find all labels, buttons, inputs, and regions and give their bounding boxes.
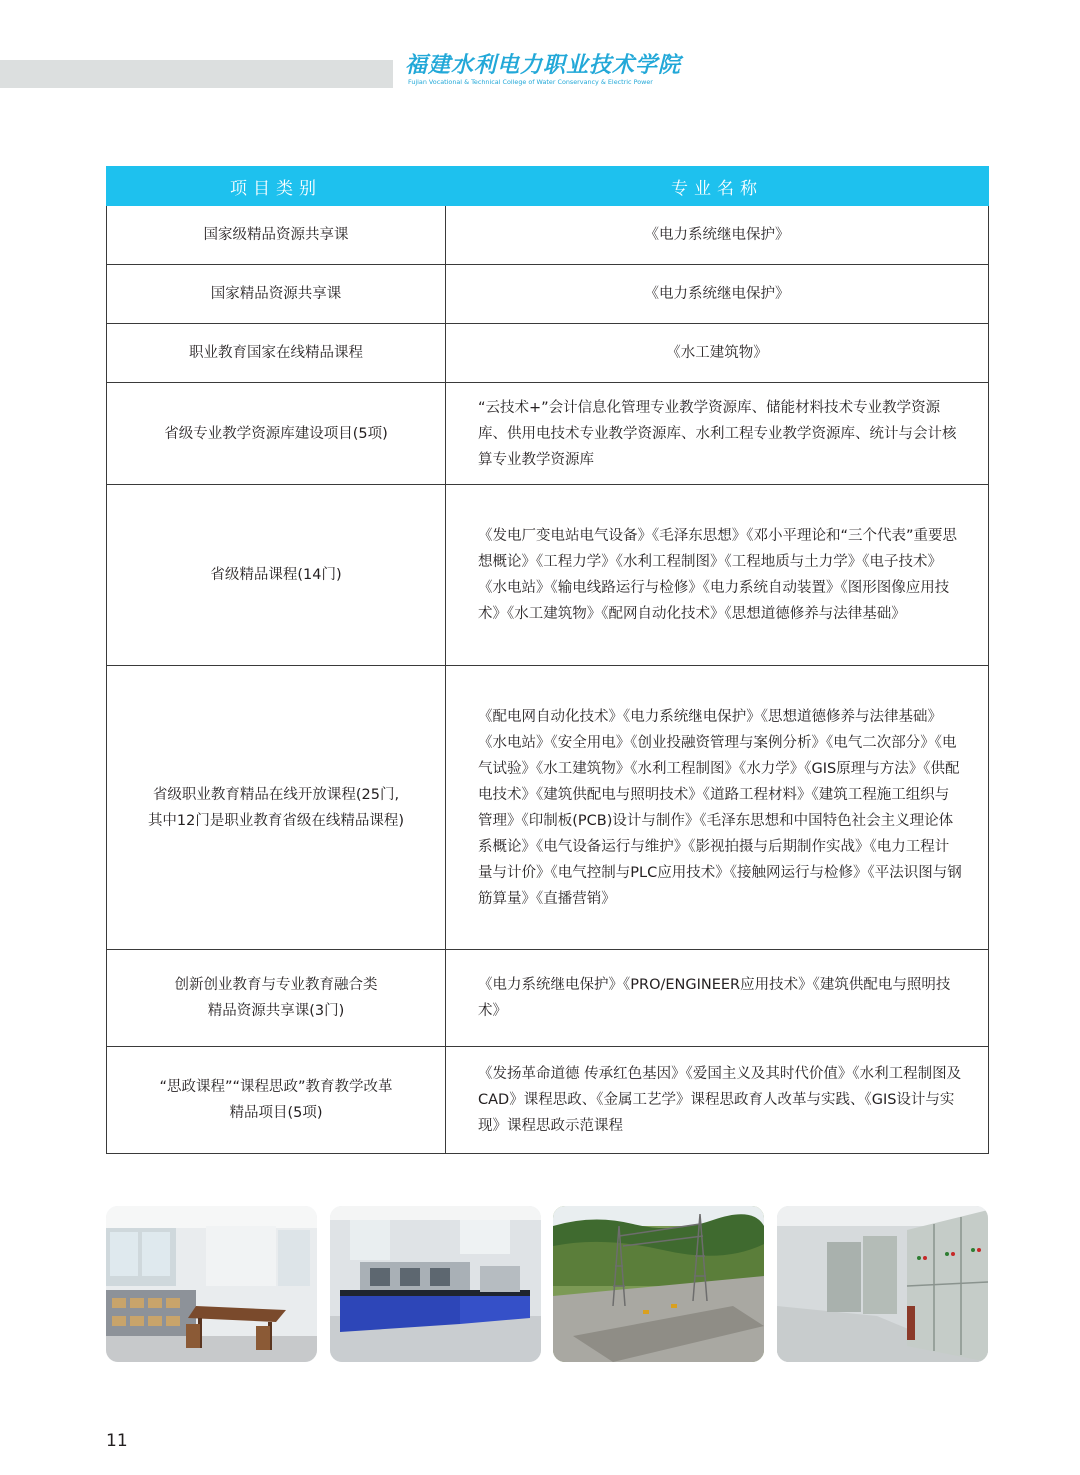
names-cell: 《电力系统继电保护》《PRO/ENGINEER应用技术》《建筑供配电与照明技术》	[446, 950, 989, 1047]
table-row	[107, 666, 989, 950]
names-cell: 《水工建筑物》	[446, 324, 989, 383]
category-line: 精品资源共享课(3门)	[207, 1003, 345, 1019]
table-header-row	[107, 167, 989, 206]
category-line: 创新创业教育与专业教育融合类	[174, 977, 378, 993]
category-line: 精品项目(5项)	[229, 1105, 323, 1121]
college-name-cn: 福建水利电力职业技术学院	[405, 52, 682, 78]
category-line: “思政课程”“课程思政”教育教学改革	[159, 1079, 393, 1095]
table-row	[107, 206, 989, 265]
names-cell: 《电力系统继电保护》	[446, 206, 989, 265]
photo-training-room	[106, 1206, 317, 1362]
category-cell: 省级专业教学资源库建设项目(5项)	[107, 383, 446, 485]
category-cell: 省级精品课程(14门)	[107, 485, 446, 666]
photo-laboratory	[330, 1206, 541, 1362]
category-cell	[107, 666, 446, 950]
photo-strip	[106, 1206, 988, 1362]
table-row	[107, 324, 989, 383]
category-cell	[107, 950, 446, 1047]
college-name-en: Fujian Vocational & Technical College of Water Conservancy & Electric Power	[408, 78, 653, 86]
header-band	[0, 60, 393, 88]
college-logo	[405, 52, 682, 96]
table-row	[107, 485, 989, 666]
names-cell: 《电力系统继电保护》	[446, 265, 989, 324]
projects-table	[106, 166, 989, 1154]
category-cell: 国家精品资源共享课	[107, 265, 446, 324]
category-cell: 职业教育国家在线精品课程	[107, 324, 446, 383]
photo-switchgear-room	[777, 1206, 988, 1362]
header-category: 项目类别	[107, 167, 446, 206]
table-row	[107, 950, 989, 1047]
photo-substation	[553, 1206, 764, 1362]
names-cell: 《发电厂变电站电气设备》《毛泽东思想》《邓小平理论和“三个代表”重要思想概论》《工程力学》《水利工程制图》《工程地质与土力学》《电子技术》《水电站》《输电线路运行与检修》《电力系统自动装置》《图形图像应用技术》《水工建筑物》《配网自动化技术》《思想道德修养与法律基础》	[446, 485, 989, 666]
table-row	[107, 265, 989, 324]
header-names: 专业名称	[446, 167, 989, 206]
names-cell: 《发扬革命道德 传承红色基因》《爱国主义及其时代价值》《水利工程制图及CAD》课程思政、《金属工艺学》课程思政育人改革与实践、《GIS设计与实现》课程思政示范课程	[446, 1047, 989, 1154]
category-cell: 国家级精品资源共享课	[107, 206, 446, 265]
names-cell: “云技术+”会计信息化管理专业教学资源库、储能材料技术专业教学资源库、供用电技术专业教学资源库、水利工程专业教学资源库、统计与会计核算专业教学资源库	[446, 383, 989, 485]
category-line: 其中12门是职业教育省级在线精品课程)	[147, 812, 405, 829]
category-cell	[107, 1047, 446, 1154]
names-cell: 《配电网自动化技术》《电力系统继电保护》《思想道德修养与法律基础》《水电站》《安全用电》《创业投融资管理与案例分析》《电气二次部分》《电气试验》《水工建筑物》《水利工程制图》《水力学》《GIS原理与方法》《供配电技术》《建筑供配电与照明技术》《道路工程材料》《建筑工程施工组织与管理》《印制板(PCB)设计与制作》《毛泽东思想和中国特色社会主义理论体系概论》《电气设备运行与维护》《影视拍摄与后期制作实战》《电力工程计量与计价》《电气控制与PLC应用技术》《接触网运行与检修》《平法识图与钢筋算量》《直播营销》	[446, 666, 989, 950]
table-row	[107, 1047, 989, 1154]
page-number: 11	[106, 1431, 128, 1451]
category-line: 省级职业教育精品在线开放课程(25门,	[152, 786, 400, 803]
table-row	[107, 383, 989, 485]
